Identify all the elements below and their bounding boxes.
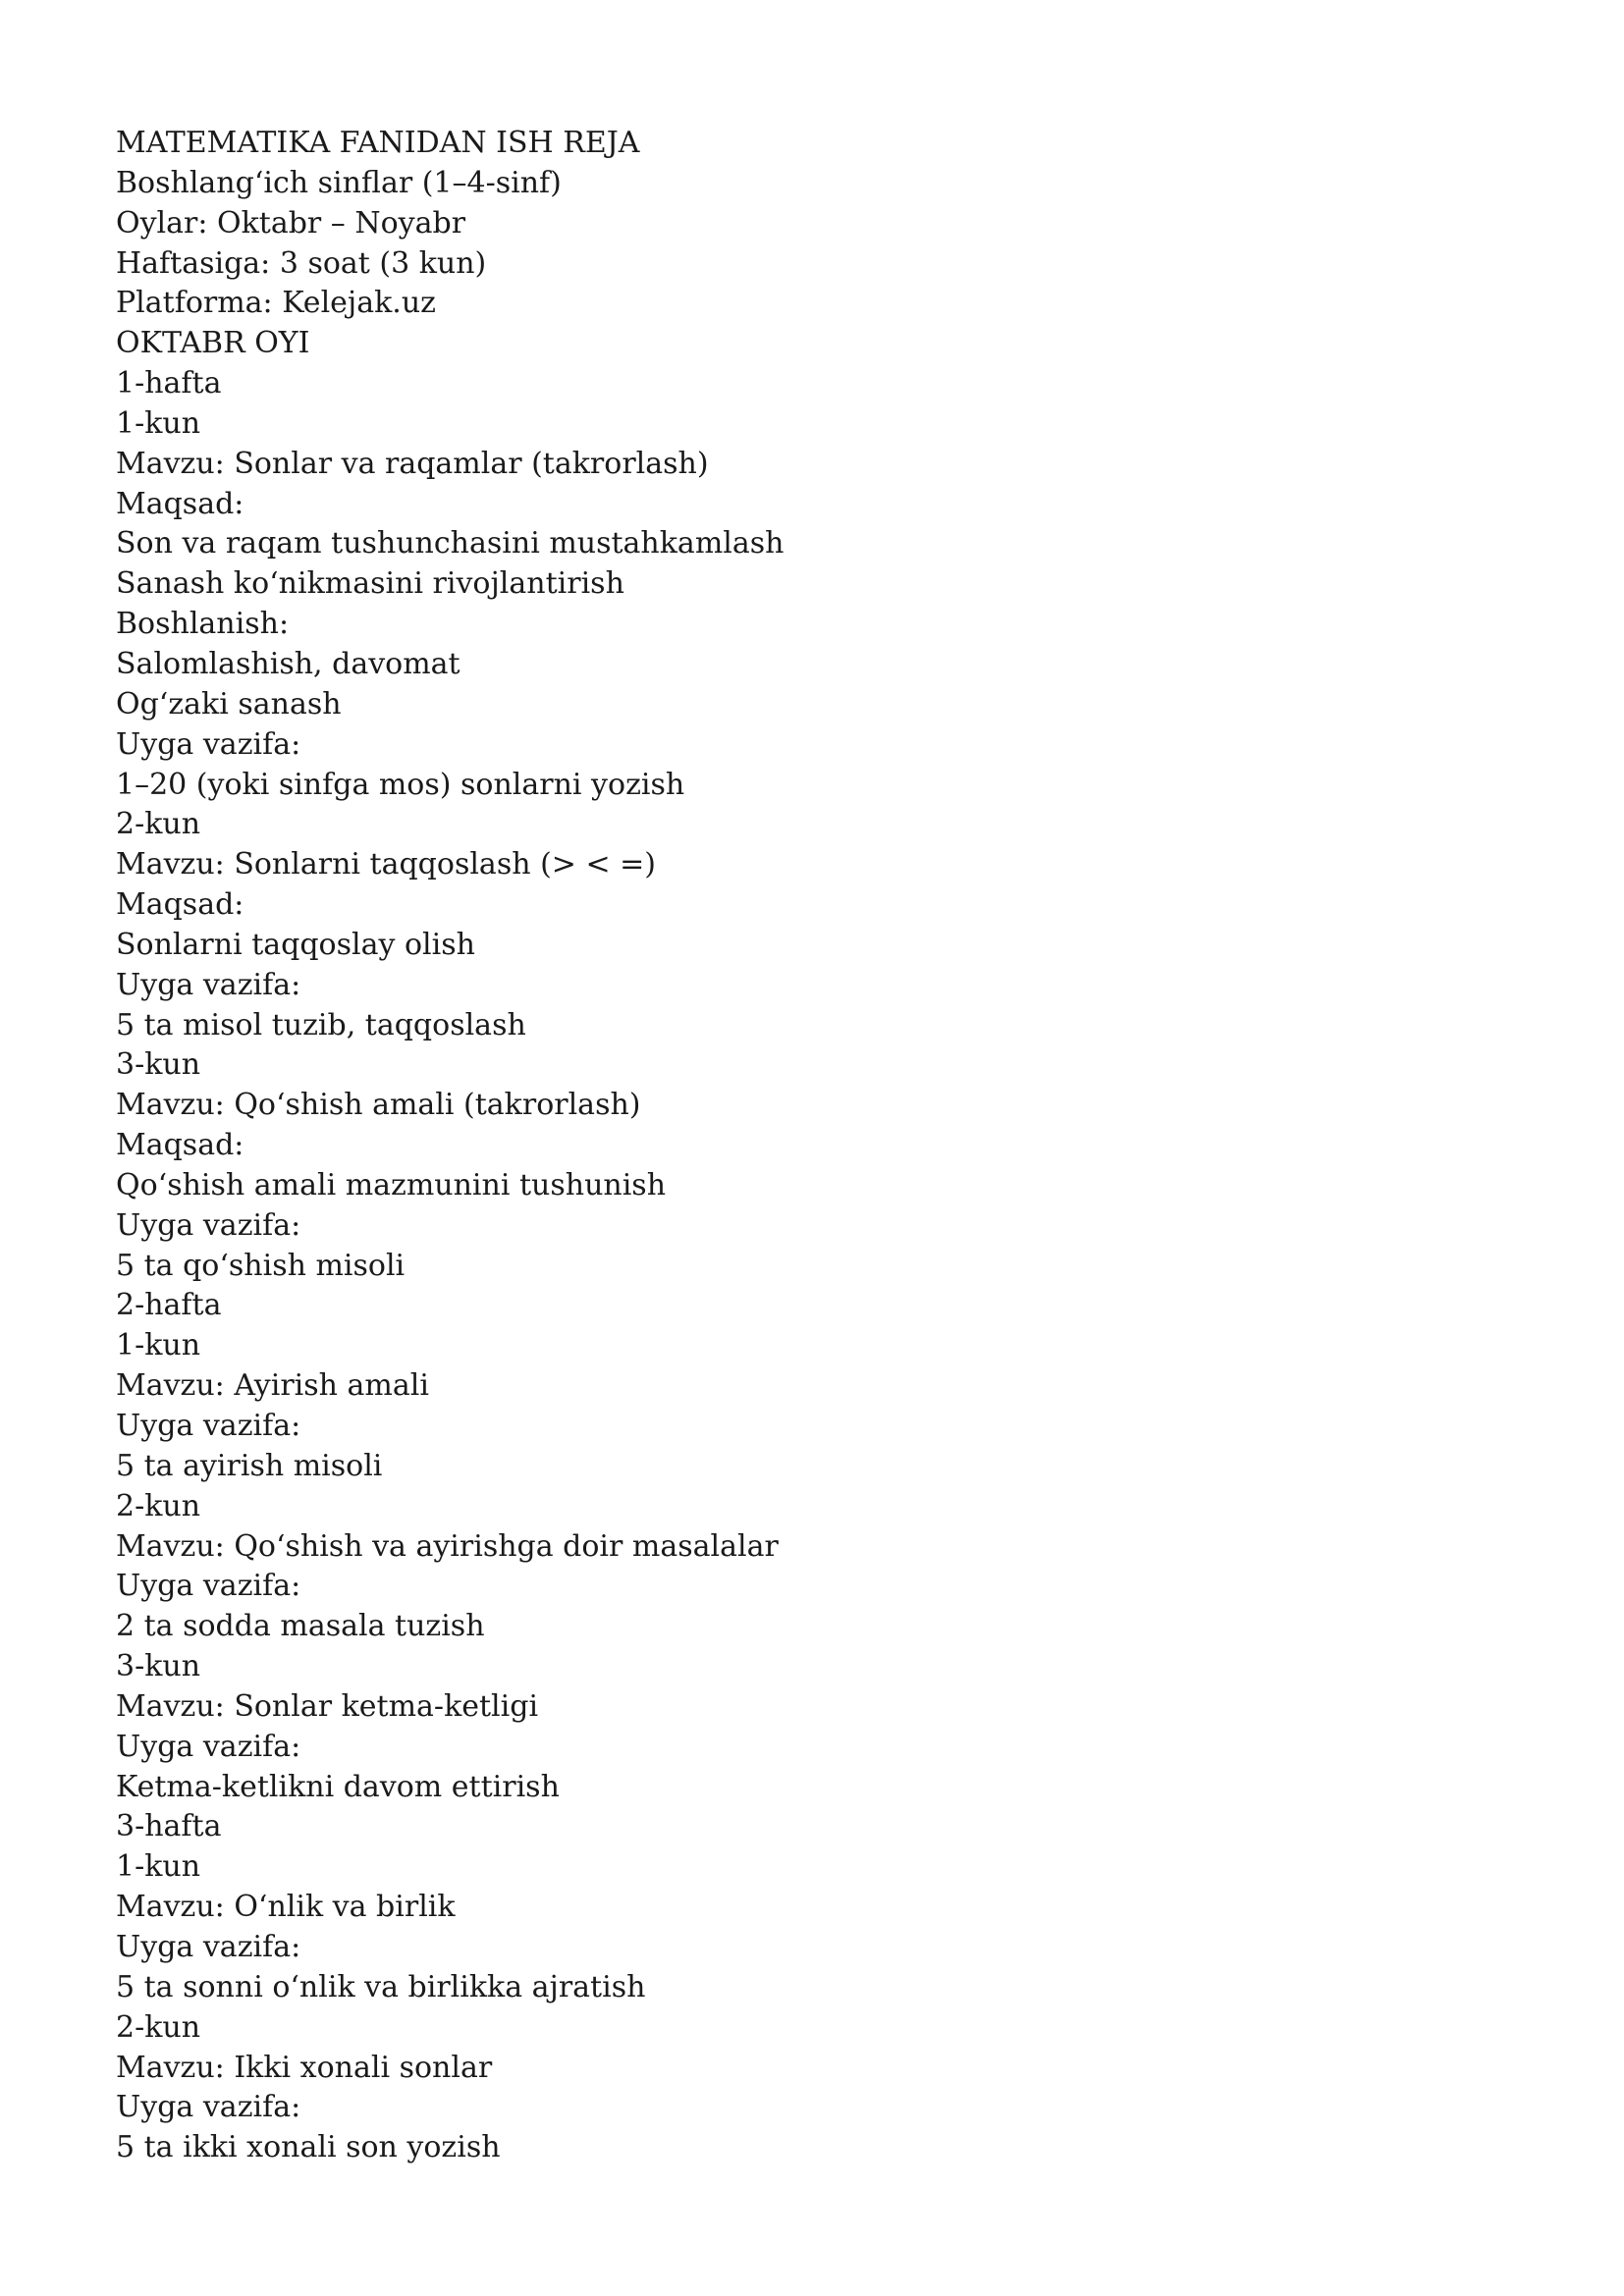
section-label: Uyga vazifa: xyxy=(116,1409,301,1443)
day-heading: 3-kun xyxy=(116,1649,201,1684)
document-title: MATEMATIKA FANIDAN ISH REJA xyxy=(116,126,640,160)
section-label: Maqsad: xyxy=(116,1128,244,1163)
text-line: 5 ta qo‘shish misoli xyxy=(116,1248,406,1283)
section-label: Boshlanish: xyxy=(116,607,290,642)
text-line: 5 ta sonni o‘nlik va birlikka ajratish xyxy=(116,1969,646,2004)
day-heading: 2-kun xyxy=(116,807,201,842)
section-label: Uyga vazifa: xyxy=(116,1569,301,1604)
months-info: Oylar: Oktabr – Noyabr xyxy=(116,205,466,240)
day-heading: 2-kun xyxy=(116,1488,201,1523)
day-heading: 1-kun xyxy=(116,1328,201,1363)
topic-line: Mavzu: Qo‘shish amali (takrorlash) xyxy=(116,1088,641,1123)
section-label: Uyga vazifa: xyxy=(116,726,301,762)
weekly-hours: Haftasiga: 3 soat (3 kun) xyxy=(116,245,487,281)
topic-line: Mavzu: Sonlarni taqqoslash (> < =) xyxy=(116,847,656,882)
section-label: Uyga vazifa: xyxy=(116,1207,301,1243)
week-heading: 2-hafta xyxy=(116,1288,222,1323)
week-heading: 3-hafta xyxy=(116,1809,222,1844)
section-label: Uyga vazifa: xyxy=(116,1729,301,1764)
document-body xyxy=(116,124,1490,2168)
text-line: 2 ta sodda masala tuzish xyxy=(116,1609,485,1644)
day-heading: 2-kun xyxy=(116,2009,201,2045)
topic-line: Mavzu: Sonlar va raqamlar (takrorlash) xyxy=(116,446,709,481)
text-line: Qo‘shish amali mazmunini tushunish xyxy=(116,1167,667,1202)
grade-range: Boshlang‘ich sinflar (1–4-sinf) xyxy=(116,165,562,200)
text-line: 5 ta misol tuzib, taqqoslash xyxy=(116,1007,526,1042)
text-line: 5 ta ikki xonali son yozish xyxy=(116,2130,501,2165)
topic-line: Mavzu: Ayirish amali xyxy=(116,1368,429,1404)
day-heading: 3-kun xyxy=(116,1047,201,1083)
day-heading: 1-kun xyxy=(116,1849,201,1885)
section-label: Maqsad: xyxy=(116,887,244,923)
text-line: 1–20 (yoki sinfga mos) sonlarni yozish xyxy=(116,767,685,802)
day-heading: 1-kun xyxy=(116,405,201,441)
text-line: Son va raqam tushunchasini mustahkamlash xyxy=(116,526,785,561)
topic-line: Mavzu: O‘nlik va birlik xyxy=(116,1890,456,1925)
text-line: Ketma-ketlikni davom ettirish xyxy=(116,1769,560,1804)
topic-line: Mavzu: Ikki xonali sonlar xyxy=(116,2050,493,2085)
week-heading: 1-hafta xyxy=(116,366,222,401)
section-label: Uyga vazifa: xyxy=(116,2090,301,2125)
text-line: Sonlarni taqqoslay olish xyxy=(116,927,475,962)
platform-info: Platforma: Kelejak.uz xyxy=(116,286,436,321)
section-label: Maqsad: xyxy=(116,486,244,521)
text-line: 5 ta ayirish misoli xyxy=(116,1448,383,1483)
text-line: Salomlashish, davomat xyxy=(116,646,460,681)
text-line: Sanash ko‘nikmasini rivojlantirish xyxy=(116,566,624,602)
topic-line: Mavzu: Sonlar ketma-ketligi xyxy=(116,1688,539,1724)
text-line: Og‘zaki sanash xyxy=(116,686,342,721)
topic-line: Mavzu: Qo‘shish va ayirishga doir masalalar xyxy=(116,1528,779,1564)
section-label: Uyga vazifa: xyxy=(116,1929,301,1964)
section-label: Uyga vazifa: xyxy=(116,967,301,1002)
month-heading: OKTABR OYI xyxy=(116,326,310,361)
